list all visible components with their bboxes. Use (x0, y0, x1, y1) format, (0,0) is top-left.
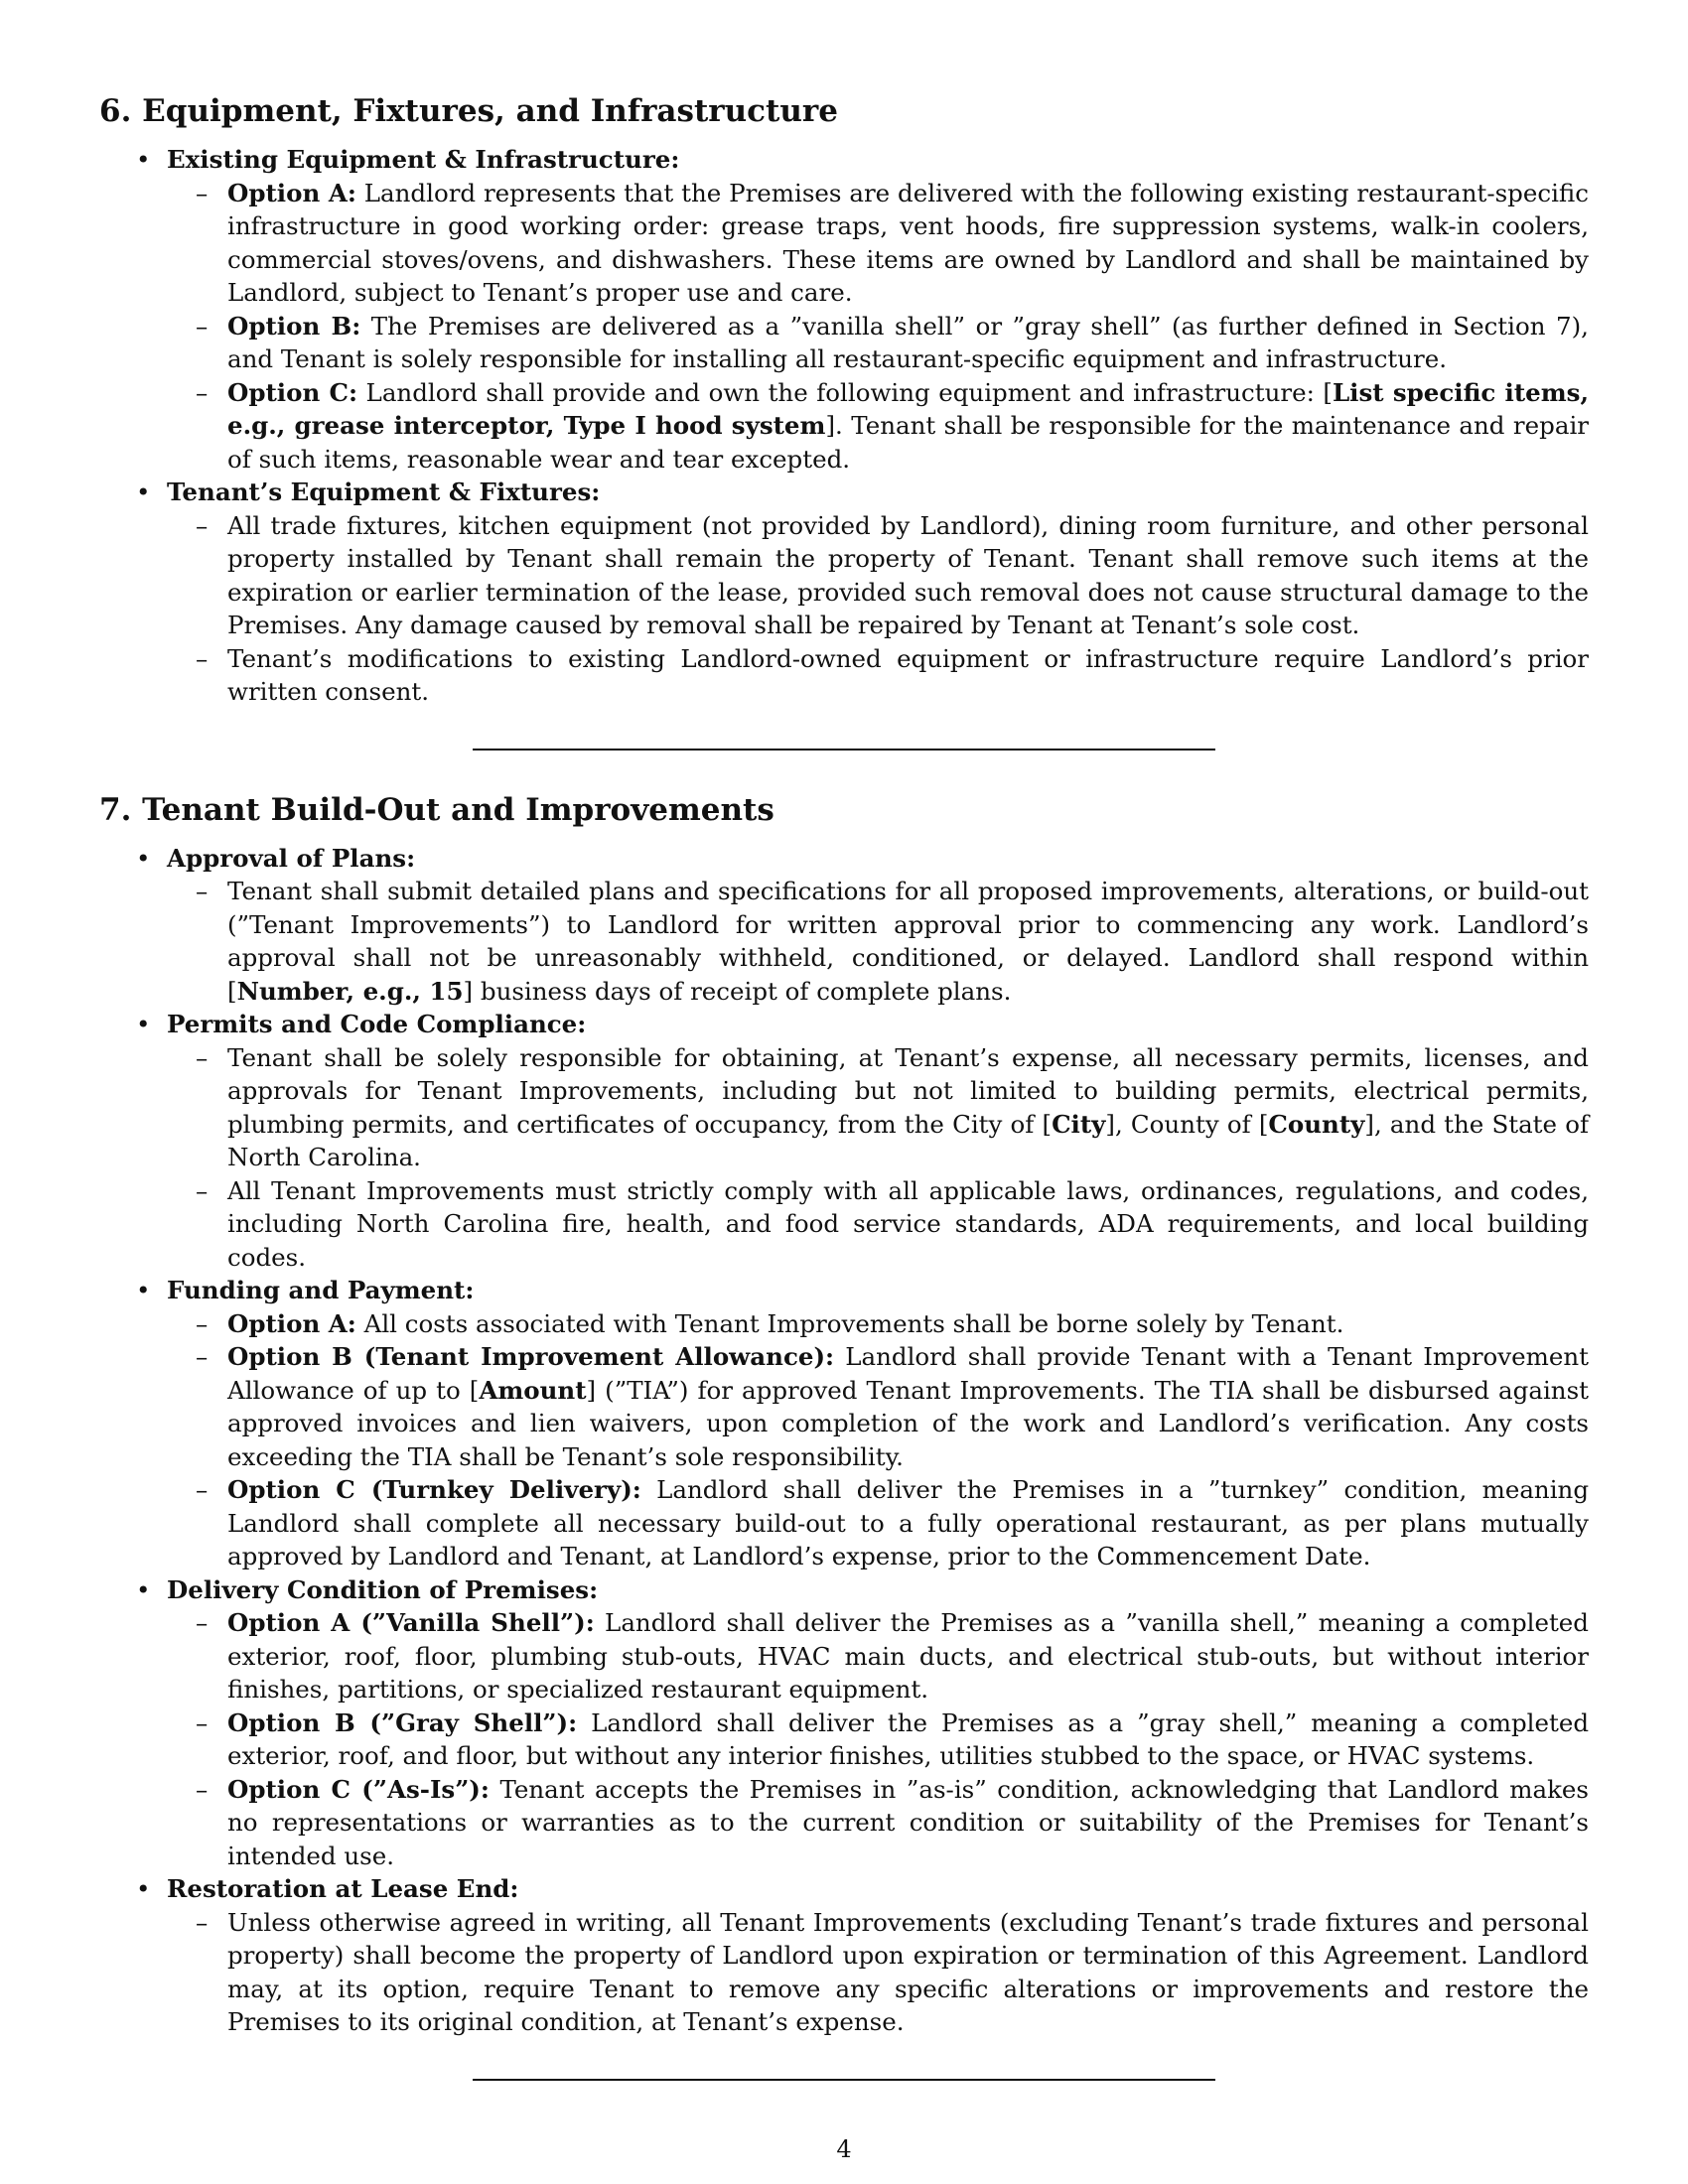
dash-icon: – (196, 1175, 209, 1205)
sub-list (167, 1906, 1589, 2039)
sub-item: – Tenant shall be solely responsible for obtaining, at Tenant’s expense, all necessary permits, licenses, and approvals for Tenant Improvements, including but not limited to building permits, electrical permits, plumbing permits, and certificates of occupancy, from the City of [City], County of [County], and the State of North Carolina. (196, 1042, 1590, 1171)
sub-item (167, 1773, 1589, 1873)
list-item (99, 1008, 1589, 1274)
clause-text: (”TIA”) for approved Tenant Improvements. The TIA shall be disbursed against approved invoices and lien waivers, upon completion of the work and Landlord’s verification. Any costs exceeding the TIA shall be Tenant’s sole responsibility. (227, 1375, 1589, 1471)
clause-text: , County of (1114, 1109, 1259, 1139)
list-item (99, 1573, 1589, 1873)
bullet-icon: • (136, 1010, 151, 1038)
dash-icon: – (196, 178, 209, 207)
horizontal-rule (473, 2079, 1215, 2081)
list-item (99, 476, 1589, 709)
list-item (99, 143, 1589, 476)
clause-text: Tenant accepts the Premises in ”as-is” condition, acknowledging that Landlord makes no representations or warranties as to the current condition or suitability of the Premises for Tenant’s intended use. (227, 1774, 1589, 1870)
clause-text: Tenant’s modifications to existing Landlord-owned equipment or infrastructure require Landlord’s prior written consent. (227, 643, 1589, 706)
item-heading: Permits and Code Compliance: (167, 1010, 587, 1038)
placeholder-field: City (1052, 1109, 1106, 1139)
dash-icon: – (196, 1308, 209, 1338)
clause-text: Landlord represents that the Premises are delivered with the following existing restaurant-specific infrastructure in good working order: grease traps, vent hoods, fire suppression systems, walk-in coolers, commercial stoves/ovens, and dishwashers. These items are owned by Landlord and shall be maintained by Landlord, subject to Tenant’s proper use and care. (227, 178, 1589, 307)
clause-text: All trade fixtures, kitchen equipment (not provided by Landlord), dining room furniture, and other personal property installed by Tenant shall remain the property of Tenant. Tenant shall remove such items at the expiration or earlier termination of the lease, provided such removal does not cause structural damage to the Premises. Any damage caused by removal shall be repaired by Tenant at Tenant’s sole cost. (227, 510, 1589, 639)
sub-item (167, 1174, 1589, 1275)
sub-item: – Option B (Tenant Improvement Allowance): Landlord shall provide Tenant with a Tenant Improvement Allowance of up to [Amount] (”TIA”) for approved Tenant Improvements. The TIA shall be disbursed against approved invoices and lien waivers, upon completion of the work and Landlord’s verification. Any costs exceeding the TIA shall be Tenant’s sole responsibility. (196, 1342, 1589, 1471)
option-label: Option A (”Vanilla Shell”): (227, 1608, 595, 1637)
sub-list (167, 1307, 1589, 1573)
dash-icon: – (196, 510, 209, 540)
clause-text: Landlord shall deliver the Premises in a ”turnkey” condition, meaning Landlord shall complete all necessary build-out to a fully operational restaurant, as per plans mutually approved by Landlord and Tenant, at Landlord’s expense, prior to the Commencement Date. (227, 1475, 1589, 1570)
clause-text: All Tenant Improvements must strictly comply with all applicable laws, ordinances, regulations, and codes, including North Carolina fire, health, and food service standards, ADA requirements, and local building codes. (227, 1175, 1589, 1272)
dash-icon: – (196, 311, 209, 341)
sub-list (167, 1606, 1589, 1872)
option-label: Option C (”As-Is”): (227, 1774, 490, 1804)
sub-item (167, 509, 1589, 642)
sub-item (167, 642, 1589, 709)
sub-item (167, 1473, 1589, 1573)
sub-item (167, 1706, 1589, 1773)
dash-icon: – (196, 1475, 209, 1504)
clause-text: . Tenant shall be responsible for the maintenance and repair of such items, reasonable wear and tear excepted. (227, 411, 1589, 474)
item-heading: Approval of Plans: (167, 843, 416, 873)
option-label: Option B: (227, 311, 361, 341)
document-page (99, 91, 1589, 2081)
dash-icon: – (196, 1774, 209, 1804)
clause-text: Landlord shall deliver the Premises as a ”gray shell,” meaning a completed exterior, roof, and floor, but without any interior finishes, utilities stubbed to the space, or HVAC systems. (227, 1707, 1589, 1770)
dash-icon: – (196, 1707, 209, 1737)
bullet-icon: • (136, 478, 151, 506)
option-label: Option C (Turnkey Delivery): (227, 1475, 641, 1504)
list-item (99, 1274, 1589, 1573)
sub-item (167, 177, 1589, 310)
sub-item (167, 310, 1589, 376)
bullet-icon: • (136, 145, 151, 174)
bullet-icon: • (136, 1276, 151, 1304)
item-heading: Funding and Payment: (167, 1276, 475, 1304)
sub-item: – Option C: Landlord shall provide and own the following equipment and infrastructure: [List specific items, e.g., grease interceptor, Type I hood system]. Tenant shall be responsible for the maintenance and repair of such items, reasonable wear and tear excepted. (196, 377, 1589, 474)
dash-icon: – (196, 1042, 209, 1072)
bullet-icon: • (136, 1574, 151, 1604)
item-heading: Delivery Condition of Premises: (167, 1574, 599, 1604)
dash-icon: – (196, 643, 209, 673)
dash-icon: – (196, 1608, 209, 1637)
sub-list (167, 1041, 1589, 1275)
sub-item (167, 1606, 1589, 1706)
dash-icon: – (196, 377, 209, 407)
clause-text: Tenant shall be solely responsible for obtaining, at Tenant’s expense, all necessary permits, licenses, and approvals for Tenant Improvements, including but not limited to building permits, electrical permits, plumbing permits, and certificates of occupancy, from the City of (227, 1042, 1589, 1139)
sub-list (167, 177, 1589, 477)
section-list (99, 143, 1589, 709)
option-label: Option A: (227, 178, 356, 207)
sub-list (167, 875, 1589, 1008)
section-heading: 6. Equipment, Fixtures, and Infrastructure (99, 93, 838, 129)
clause-text: business days of receipt of complete plans. (473, 976, 1012, 1006)
section-list (99, 842, 1589, 2039)
bullet-icon: • (136, 843, 151, 873)
option-label: Option A: (227, 1308, 356, 1338)
clause-text: , and the State of North Carolina. (227, 1109, 1590, 1171)
item-heading: Restoration at Lease End: (167, 1874, 519, 1903)
placeholder-field: List specific items, e.g., grease interceptor, Type I hood system (227, 377, 1589, 440)
option-label: Option B (Tenant Improvement Allowance): (227, 1342, 835, 1371)
item-heading: Existing Equipment & Infrastructure: (167, 145, 680, 174)
sub-item: – Tenant shall submit detailed plans and specifications for all proposed improvements, alterations, or build-out (”Tenant Improvements”) to Landlord for written approval prior to commencing any work. Landlord’s approval shall not be unreasonably withheld, conditioned, or delayed. Landlord shall respond within [Number, e.g., 15] business days of receipt of complete plans. (196, 877, 1589, 1006)
dash-icon: – (196, 1907, 209, 1937)
section-heading: 7. Tenant Build-Out and Improvements (99, 791, 774, 828)
clause-text: All costs associated with Tenant Improvements shall be borne solely by Tenant. (355, 1308, 1344, 1338)
dash-icon: – (196, 1342, 209, 1371)
clause-text: Tenant shall submit detailed plans and specifications for all proposed improvements, alterations, or build-out (”Tenant Improvements”) to Landlord for written approval prior to commencing any work. Landlord’s approval shall not be unreasonably withheld, conditioned, or delayed. Landlord shall respond within (227, 877, 1589, 972)
placeholder-field: Amount (479, 1375, 587, 1405)
sub-list (167, 509, 1589, 709)
clause-text: Landlord shall provide Tenant with a Tenant Improvement Allowance of up to (227, 1342, 1589, 1405)
clause-text: Unless otherwise agreed in writing, all Tenant Improvements (excluding Tenant’s trade fixtures and personal property) shall become the property of Landlord upon expiration or termination of this Agreement. Landlord may, at its option, require Tenant to remove any specific alterations or improvements and restore the Premises to its original condition, at Tenant’s expense. (227, 1907, 1589, 2036)
dash-icon: – (196, 877, 209, 905)
list-item (99, 842, 1589, 1009)
clause-text: The Premises are delivered as a ”vanilla shell” or ”gray shell” (as further defined in Section 7), and Tenant is solely responsible for installing all restaurant-specific equipment and infrastructure. (227, 311, 1589, 373)
page-number: 4 (836, 2135, 852, 2163)
placeholder-field: Number, e.g., 15 (236, 976, 464, 1006)
item-heading: Tenant’s Equipment & Fixtures: (167, 478, 601, 506)
sub-item (167, 1307, 1589, 1341)
clause-text: Landlord shall provide and own the following equipment and infrastructure: (357, 377, 1324, 407)
placeholder-field: County (1268, 1109, 1365, 1139)
option-label: Option C: (227, 377, 358, 407)
bullet-icon: • (136, 1874, 151, 1903)
clause-text: Landlord shall deliver the Premises as a ”vanilla shell,” meaning a completed exterior, roof, floor, plumbing stub-outs, HVAC main ducts, and electrical stub-outs, but without interior finishes, partitions, or specialized restaurant equipment. (227, 1608, 1589, 1704)
list-item (99, 1872, 1589, 2039)
sub-item (167, 1906, 1589, 2039)
option-label: Option B (”Gray Shell”): (227, 1707, 578, 1737)
